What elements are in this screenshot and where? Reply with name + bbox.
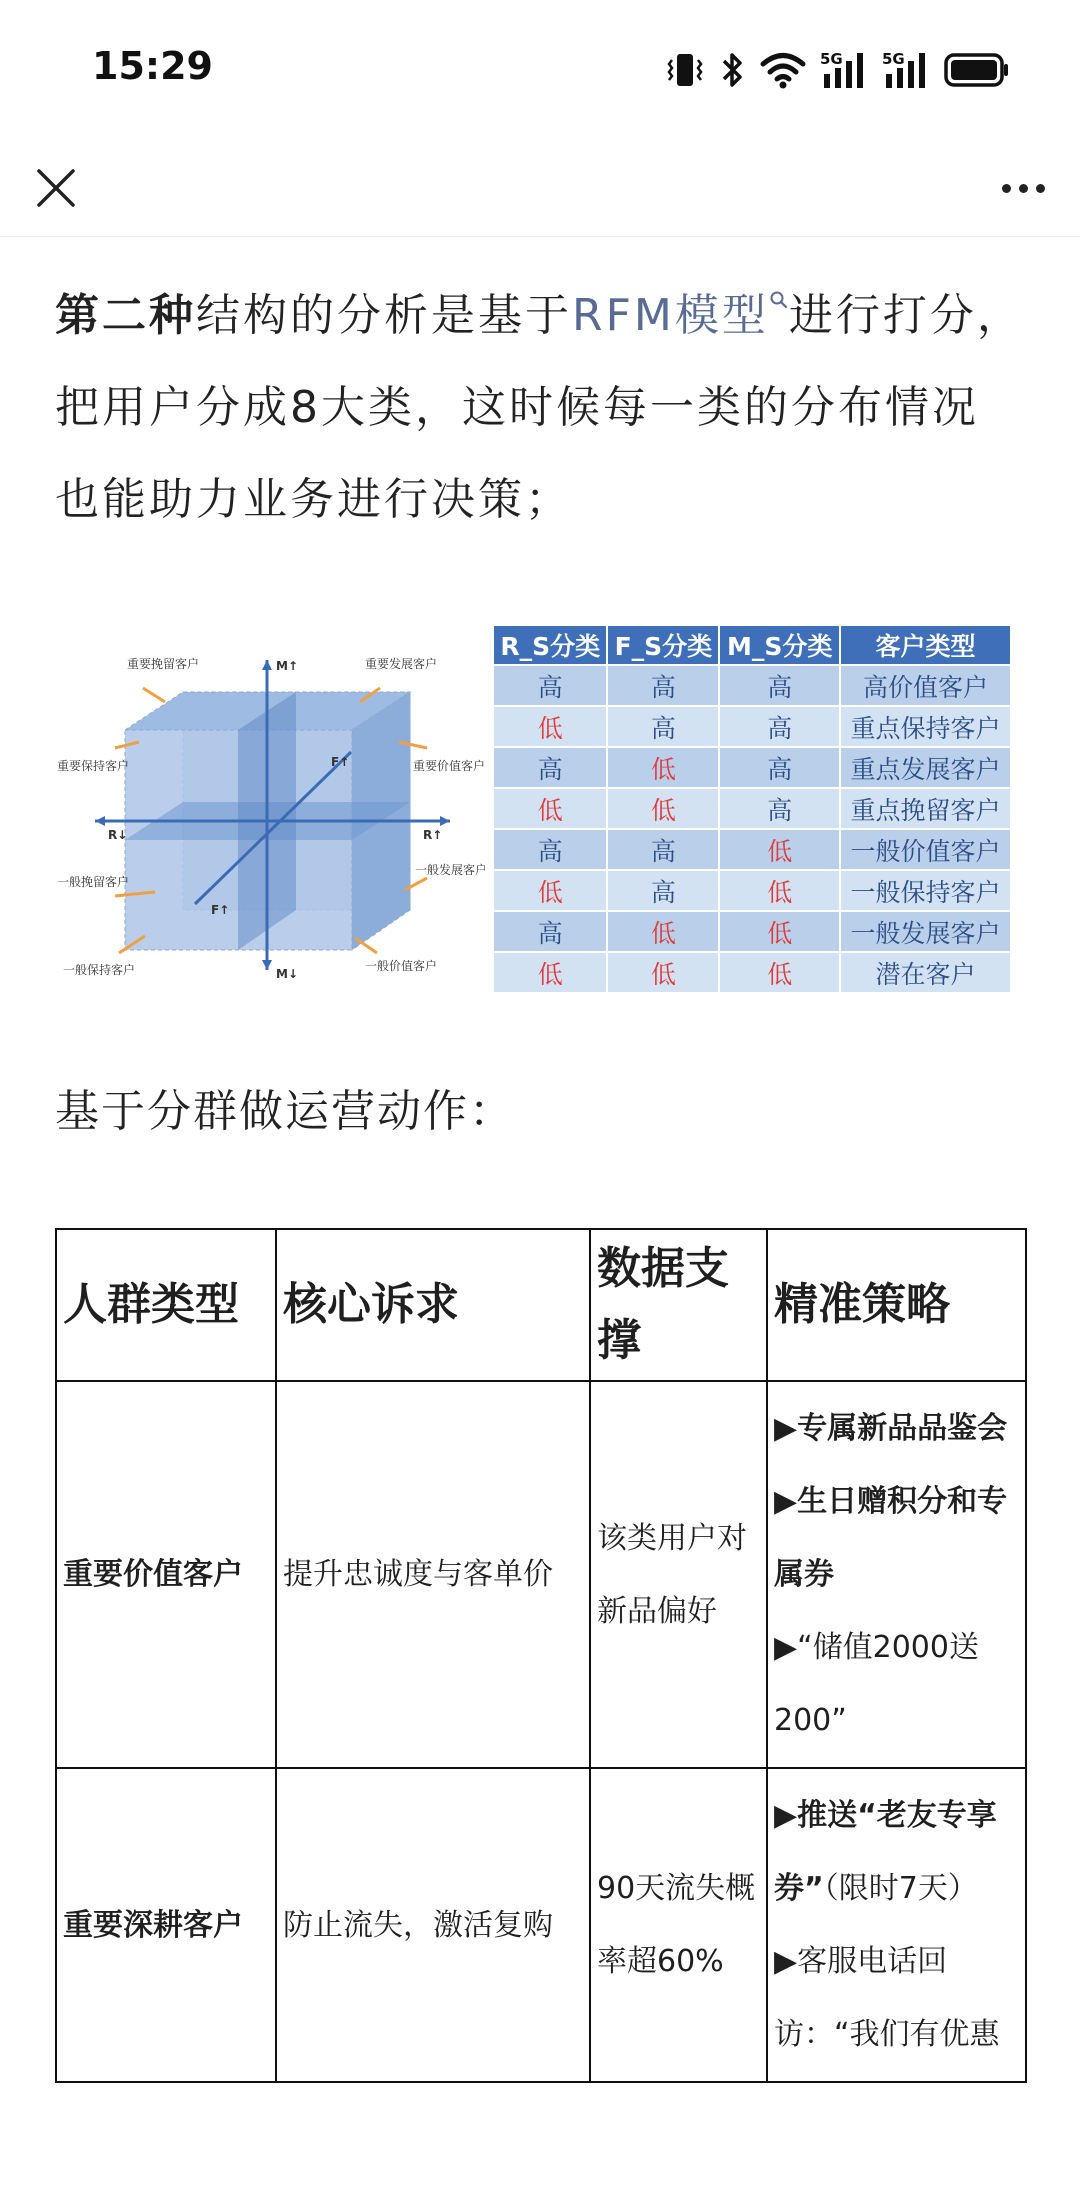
strategy-rest: （限时7天） <box>823 1871 978 1906</box>
r-axis-left-arrow <box>95 816 105 826</box>
wifi-icon <box>760 50 806 90</box>
rfm-score-cell: 低 <box>719 829 840 870</box>
axis-label-m-up: M↑ <box>276 659 298 673</box>
rfm-score-cell: 高 <box>493 747 607 788</box>
ops-header-group: 人群类型 <box>56 1229 276 1381</box>
rfm-table-header-row <box>493 625 1011 665</box>
article-body <box>55 270 1025 546</box>
rfm-score-cell: 低 <box>493 952 607 993</box>
intro-text-before-link: 结构的分析是基于 <box>196 290 572 341</box>
network-type-label: 5G <box>820 50 843 68</box>
rfm-score-cell: 低 <box>719 870 840 911</box>
table-row <box>56 1381 1026 1768</box>
rfm-score-cell: 低 <box>493 788 607 829</box>
strategy-rest: ▶客服电话回访：“我们有优惠 <box>774 1944 1000 2052</box>
strategy-rest: ▶“储值2000送200” <box>774 1630 979 1738</box>
rfm-table-body <box>493 665 1011 993</box>
axis-label-r-left: R↓ <box>108 828 128 842</box>
rfm-score-cell: 低 <box>493 870 607 911</box>
ops-header-need: 核心诉求 <box>276 1229 590 1381</box>
strategy-line <box>774 1392 1019 1465</box>
rfm-score-cell: 低 <box>493 706 607 747</box>
rfm-table-row <box>493 870 1011 911</box>
table-row <box>56 1768 1026 2082</box>
r-axis-right-arrow <box>440 816 450 826</box>
strategy-bold: ▶专属新品品鉴会 <box>774 1411 1008 1446</box>
rfm-score-cell: 低 <box>607 747 719 788</box>
rfm-score-cell: 高 <box>607 665 719 706</box>
status-icons <box>666 48 1010 92</box>
ops-header-data: 数据支撑 <box>590 1229 767 1381</box>
vibrate-icon <box>666 50 704 90</box>
rfm-customer-type-cell: 潜在客户 <box>840 952 1011 993</box>
rfm-score-cell: 高 <box>493 911 607 952</box>
rfm-header-cell: 客户类型 <box>840 625 1011 665</box>
strategy-line <box>774 1465 1019 1611</box>
strategy-line <box>774 1611 1019 1757</box>
m-axis-bottom-arrow <box>262 960 272 970</box>
cube-label-top-right: 重要发展客户 <box>365 657 438 671</box>
ops-cell-strategy <box>767 1768 1026 2082</box>
m-axis-top-arrow <box>262 660 272 670</box>
rfm-table-row <box>493 911 1011 952</box>
rfm-score-cell: 高 <box>607 829 719 870</box>
axis-label-r-right: R↑ <box>423 828 443 842</box>
rfm-header-cell: R_S分类 <box>493 625 607 665</box>
ops-cell-need: 防止流失，激活复购 <box>276 1768 590 2082</box>
ops-strategy-table <box>55 1228 1027 2083</box>
cube-label-bottom-left: 一般保持客户 <box>63 963 136 977</box>
ops-cell-strategy <box>767 1381 1026 1768</box>
axis-label-f-up-outer: F↑ <box>331 755 350 769</box>
rfm-model-link-text: RFM模型 <box>572 290 769 341</box>
ops-cell-data: 90天流失概率超60% <box>590 1768 767 2082</box>
rfm-customer-type-cell: 重点发展客户 <box>840 747 1011 788</box>
more-dot-icon <box>1002 184 1011 193</box>
rfm-customer-type-cell: 一般发展客户 <box>840 911 1011 952</box>
cube-label-mid-right: 重要价值客户 <box>413 759 485 773</box>
strategy-bold: ▶推送“老友专享券” <box>774 1798 997 1906</box>
cube-label-mid-left: 重要保持客户 <box>57 759 130 773</box>
more-dot-icon <box>1036 184 1045 193</box>
ops-table-header-row <box>56 1229 1026 1381</box>
rfm-cube-diagram <box>55 620 485 1000</box>
search-icon <box>769 290 789 314</box>
rfm-score-cell: 低 <box>607 911 719 952</box>
rfm-score-cell: 低 <box>719 911 840 952</box>
rfm-score-cell: 高 <box>493 665 607 706</box>
cellular-signal-2 <box>882 50 930 90</box>
status-time: 15:29 <box>92 44 213 88</box>
battery-icon <box>944 52 1010 88</box>
rfm-table-row <box>493 747 1011 788</box>
more-options-button[interactable] <box>988 158 1058 218</box>
rfm-score-cell: 高 <box>607 706 719 747</box>
nav-bar <box>0 140 1080 237</box>
signal-bars-icon <box>882 50 930 90</box>
rfm-table-row <box>493 706 1011 747</box>
rfm-customer-type-cell: 一般保持客户 <box>840 870 1011 911</box>
close-button[interactable] <box>26 158 86 218</box>
ops-cell-need: 提升忠诚度与客单价 <box>276 1381 590 1768</box>
axis-label-f-up-inner: F↑ <box>211 903 230 917</box>
axis-label-m-down: M↓ <box>276 967 298 981</box>
rfm-score-cell: 高 <box>607 870 719 911</box>
rfm-header-cell: M_S分类 <box>719 625 840 665</box>
rfm-score-cell: 低 <box>607 788 719 829</box>
ops-cell-group: 重要深耕客户 <box>56 1768 276 2082</box>
rfm-customer-type-cell: 高价值客户 <box>840 665 1011 706</box>
rfm-score-cell: 高 <box>719 747 840 788</box>
rfm-cube-svg <box>55 620 485 1000</box>
rfm-score-cell: 高 <box>493 829 607 870</box>
rfm-table-row <box>493 829 1011 870</box>
rfm-score-cell: 高 <box>719 706 840 747</box>
cube-label-bottom-right: 一般价值客户 <box>365 959 438 973</box>
rfm-table-row <box>493 952 1011 993</box>
rfm-model-link[interactable] <box>572 290 789 341</box>
rfm-table-row <box>493 788 1011 829</box>
rfm-header-cell: F_S分类 <box>607 625 719 665</box>
intro-paragraph <box>55 270 1025 546</box>
strategy-line <box>774 1779 1019 1925</box>
rfm-customer-type-cell: 重点挽留客户 <box>840 788 1011 829</box>
rfm-figure <box>55 620 1025 1000</box>
ops-cell-data: 该类用户对新品偏好 <box>590 1381 767 1768</box>
section-heading: 基于分群做运营动作： <box>55 1086 515 1137</box>
cube-label-low-right: 一般发展客户 <box>415 863 485 877</box>
rfm-score-cell: 低 <box>719 952 840 993</box>
rfm-score-cell: 高 <box>719 665 840 706</box>
rfm-customer-type-cell: 重点保持客户 <box>840 706 1011 747</box>
intro-lead-bold: 第二种 <box>55 290 196 341</box>
rfm-customer-type-cell: 一般价值客户 <box>840 829 1011 870</box>
cellular-signal-1 <box>820 50 868 90</box>
rfm-score-cell: 低 <box>607 952 719 993</box>
intro-text-after-link: 进行打分，把用户分成8大类，这时候每一类的分布情况也能助力业务进行决策； <box>55 290 1024 525</box>
rfm-table-row <box>493 665 1011 706</box>
bluetooth-icon <box>718 50 746 90</box>
ops-header-strategy: 精准策略 <box>767 1229 1026 1381</box>
strategy-bold: ▶生日赠积分和专属券 <box>774 1484 1008 1592</box>
signal-bars-icon <box>820 50 868 90</box>
cube-label-low-left: 一般挽留客户 <box>57 875 130 889</box>
close-icon <box>36 168 76 208</box>
status-bar <box>0 0 1080 140</box>
ops-cell-group: 重要价值客户 <box>56 1381 276 1768</box>
more-dot-icon <box>1019 184 1028 193</box>
rfm-score-cell: 高 <box>719 788 840 829</box>
cube-label-top-left: 重要挽留客户 <box>127 657 200 671</box>
rfm-classification-table <box>492 624 1012 994</box>
strategy-line <box>774 1925 1019 2071</box>
network-type-label: 5G <box>882 50 905 68</box>
